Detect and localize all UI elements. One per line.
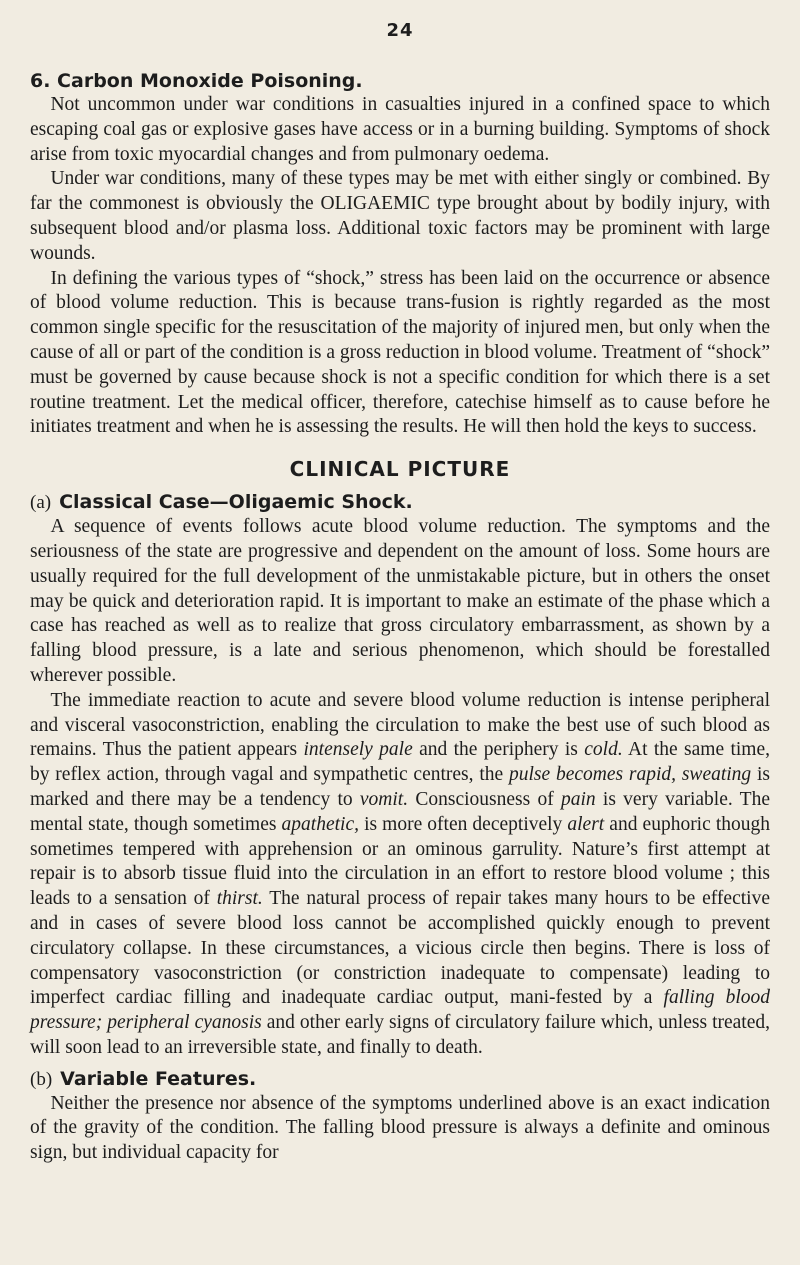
italic-run: alert [567, 813, 605, 835]
italic-run: intensely pale [303, 739, 413, 761]
text-run: At the same time, by reflex action, through vagal and sympathetic centres, the [30, 739, 771, 786]
subheading-b-label: (b) [30, 1068, 53, 1090]
paragraph-defining-shock: In defining the various types of “shock,” stress has been laid on the occurrence or absence of blood volume reduction. This is because trans-fusion is rightly regarded as the most common single specific for the resuscitation of the majority of injured men, but only when the cause of all or part of the condition is a gross reduction in blood volume. Treatment of “shock” must be governed by cause because shock is not a specific condition for which there is a set routine treatment. Let the medical officer, therefore, catechise himself as to cause before he initiates treatment and when he is assessing the results. He will then hold the keys to success. [30, 267, 770, 438]
text-run: The immediate reaction to acute and severe blood volume reduction is intense peripheral and visceral vasoconstriction, enabling the circulation to make the best use of such blood as remains. Thus the patient appears [30, 689, 770, 761]
italic-run: thirst. [216, 888, 263, 910]
paragraph-war-conditions: Under war conditions, many of these types may be met with either singly or combined. By far the commonest is obviously the OLIGAEMIC type brought about by bodily injury, with subsequent blood and/or plasma loss. Additional toxic factors may be prominent with large wounds. [30, 168, 770, 264]
text-run: and the periphery is [412, 739, 585, 761]
paragraph-immediate-reaction [30, 689, 770, 1061]
text-run: is marked and there may be a tendency to [30, 764, 771, 810]
subheading-b-title: Variable Features. [60, 1067, 257, 1090]
italic-run: pain [560, 788, 596, 810]
text-run: and other early signs of circulatory failure which, unless treated, will soon lead to an irreversible state, and finally to death. [30, 1012, 770, 1058]
text-run: is very variable. The mental state, though sometimes [30, 788, 770, 835]
subheading-a-label: (a) [30, 492, 52, 514]
italic-run: cold. [584, 739, 623, 761]
paragraph-variable-features: Neither the presence nor absence of the symptoms underlined above is an exact indication of the gravity of the condition. The falling blood pressure is always a definite and ominous sign, but individual capacity for [30, 1092, 770, 1164]
text-run: The natural process of repair takes many hours to be effective and in cases of severe blood loss cannot be accomplished quickly enough to prevent circulatory collapse. In these circumstances, a vicious circle then begins. There is loss of compensatory vasoconstriction (or constriction inadequate to compensate) leading to imperfect cardiac filling and inadequate cardiac output, mani-fested by a [30, 888, 770, 1009]
page-number: 24 [386, 20, 414, 41]
italic-run: apathetic, [281, 813, 359, 835]
paragraph-carbon-monoxide: Not uncommon under war conditions in casualties injured in a confined space to which escaping coal gas or explosive gases have access or in a burning building. Symptoms of shock arise from toxic myocardial changes and from pulmonary oedema. [30, 94, 770, 165]
subheading-a-title: Classical Case—Oligaemic Shock. [59, 491, 413, 514]
italic-run: pulse becomes rapid, sweating [508, 764, 752, 786]
clinical-picture-heading: CLINICAL PICTURE [289, 457, 511, 482]
subheading-classical-case [30, 490, 770, 515]
italic-run: vomit. [359, 788, 409, 810]
text-run: is more often deceptively [359, 813, 568, 835]
italic-run: falling blood pressure; peripheral cyanosis [30, 987, 770, 1034]
section-heading-carbon-monoxide: 6. Carbon Monoxide Poisoning. [30, 70, 363, 92]
text-run: and euphoric though sometimes tempered with apprehension or an ominous garrulity. Nature’s first attempt at repair is to absorb tissue fluid into the circulation in an effort to restore blood volume ; this leads to a sensation of [30, 813, 771, 910]
subheading-variable-features [30, 1067, 770, 1092]
text-run: Consciousness of [408, 788, 561, 810]
paragraph-sequence-of-events: A sequence of events follows acute blood volume reduction. The symptoms and the seriousness of the state are progressive and dependent on the amount of loss. Some hours are usually required for the full development of the unmistakable picture, but in others the onset may be quick and deterioration rapid. It is important to make an estimate of the phase which a case has reached as well as to realize that gross circulatory embarrassment, as shown by a falling blood pressure, is a late and serious phenomenon, which should be forestalled wherever possible. [30, 516, 770, 686]
